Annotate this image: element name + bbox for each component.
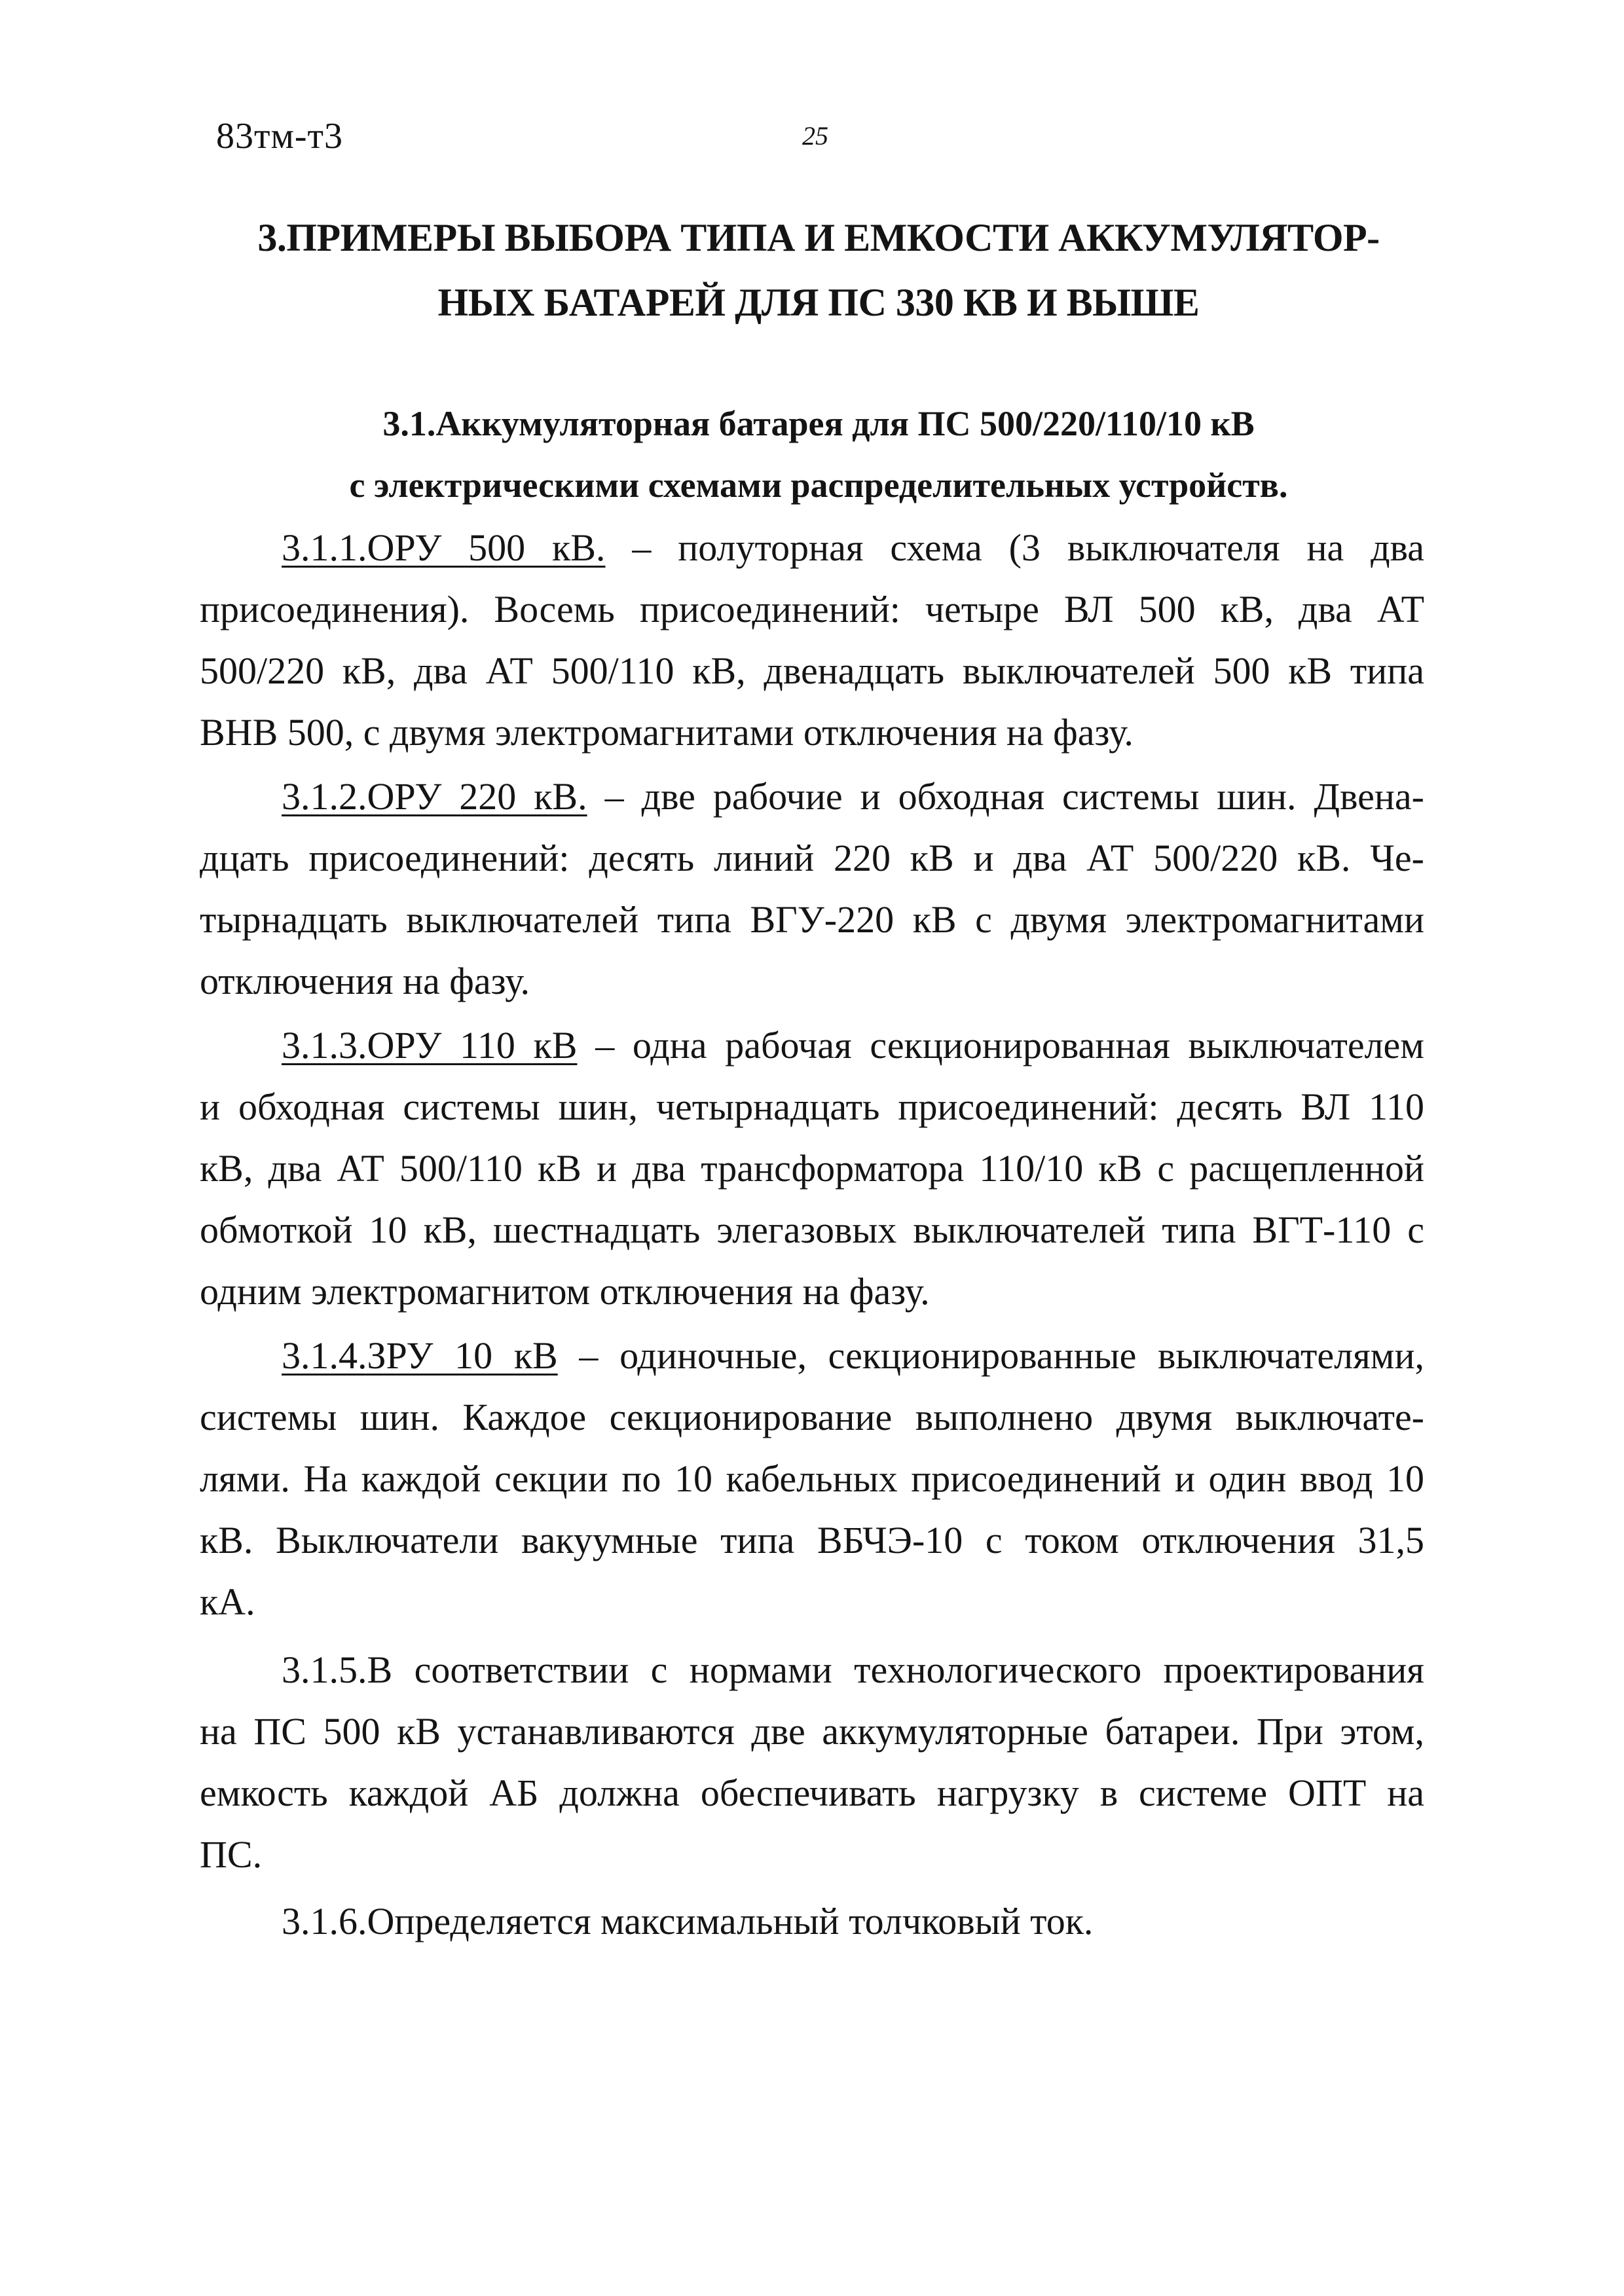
paragraph-311-line-4: ВНВ 500, с двумя электромагнитами отключения на фазу. xyxy=(200,711,1134,754)
paragraph-315-line-4: ПС. xyxy=(200,1833,263,1876)
paragraph-312-label: 3.1.2.ОРУ 220 кВ. xyxy=(282,775,587,818)
paragraph-315-line-3: емкость каждой АБ должна обеспечивать нагрузку в системе ОПТ на xyxy=(200,1772,1424,1814)
paragraph-314-label: 3.1.4.ЗРУ 10 кВ xyxy=(282,1334,558,1377)
paragraph-312-line-4: отключения на фазу. xyxy=(200,960,530,1002)
page-number: 25 xyxy=(802,121,828,151)
paragraph-312-line-2: дцать присоединений: десять линий 220 кВ и два АТ 500/220 кВ. Че- xyxy=(200,837,1424,879)
paragraph-315-line-2: на ПС 500 кВ устанавливаются две аккумуляторные батареи. При этом, xyxy=(200,1710,1424,1753)
chapter-title-line-2: НЫХ БАТАРЕЙ ДЛЯ ПС 330 КВ И ВЫШЕ xyxy=(437,281,1200,324)
paragraph-313-line-1: 3.1.3.ОРУ 110 кВ – одна рабочая секционированная выключателем xyxy=(282,1024,1424,1066)
paragraph-312-line-1: 3.1.2.ОРУ 220 кВ. – две рабочие и обходная системы шин. Двена- xyxy=(282,775,1424,818)
chapter-title-line-1: 3.ПРИМЕРЫ ВЫБОРА ТИПА И ЕМКОСТИ АККУМУЛЯТОР- xyxy=(257,216,1380,259)
paragraph-311-line-2: присоединения). Восемь присоединений: четыре ВЛ 500 кВ, два АТ xyxy=(200,588,1424,630)
paragraph-313-line-3: кВ, два АТ 500/110 кВ и два трансформатора 110/10 кВ с расщепленной xyxy=(200,1147,1424,1190)
section-title-line-1: 3.1.Аккумуляторная батарея для ПС 500/220/110/10 кВ xyxy=(382,404,1255,443)
paragraph-312-line-3: тырнадцать выключателей типа ВГУ-220 кВ с двумя электромагнитами xyxy=(200,898,1424,941)
paragraph-311-label: 3.1.1.ОРУ 500 кВ. xyxy=(282,526,606,569)
paragraph-313-line-5: одним электромагнитом отключения на фазу. xyxy=(200,1270,930,1313)
paragraph-311-line-3: 500/220 кВ, два АТ 500/110 кВ, двенадцать выключателей 500 кВ типа xyxy=(200,649,1424,692)
paragraph-314-line-4: кВ. Выключатели вакуумные типа ВБЧЭ-10 с током отключения 31,5 xyxy=(200,1519,1424,1561)
section-title-line-2: с электрическими схемами распределительных устройств. xyxy=(349,465,1288,505)
paragraph-313-line-4: обмоткой 10 кВ, шестнадцать элегазовых выключателей типа ВГТ-110 с xyxy=(200,1209,1424,1251)
paragraph-313-label: 3.1.3.ОРУ 110 кВ xyxy=(282,1024,578,1066)
paragraph-314-line-5: кА. xyxy=(200,1580,255,1623)
paragraph-316-line-1: 3.1.6.Определяется максимальный толчковый ток. xyxy=(282,1900,1094,1942)
paragraph-311-line-1: 3.1.1.ОРУ 500 кВ. – полуторная схема (3 выключателя на два xyxy=(282,526,1424,569)
paragraph-313-line-2: и обходная системы шин, четырнадцать присоединений: десять ВЛ 110 xyxy=(200,1085,1424,1128)
paragraph-314-line-3: лями. На каждой секции по 10 кабельных присоединений и один ввод 10 xyxy=(200,1457,1424,1500)
paragraph-314-line-1: 3.1.4.ЗРУ 10 кВ – одиночные, секционированные выключателями, xyxy=(282,1334,1424,1377)
document-code: 83тм-т3 xyxy=(216,116,344,156)
paragraph-314-line-2: системы шин. Каждое секционирование выполнено двумя выключате- xyxy=(200,1396,1424,1438)
paragraph-315-line-1: 3.1.5.В соответствии с нормами технологического проектирования xyxy=(282,1649,1424,1691)
